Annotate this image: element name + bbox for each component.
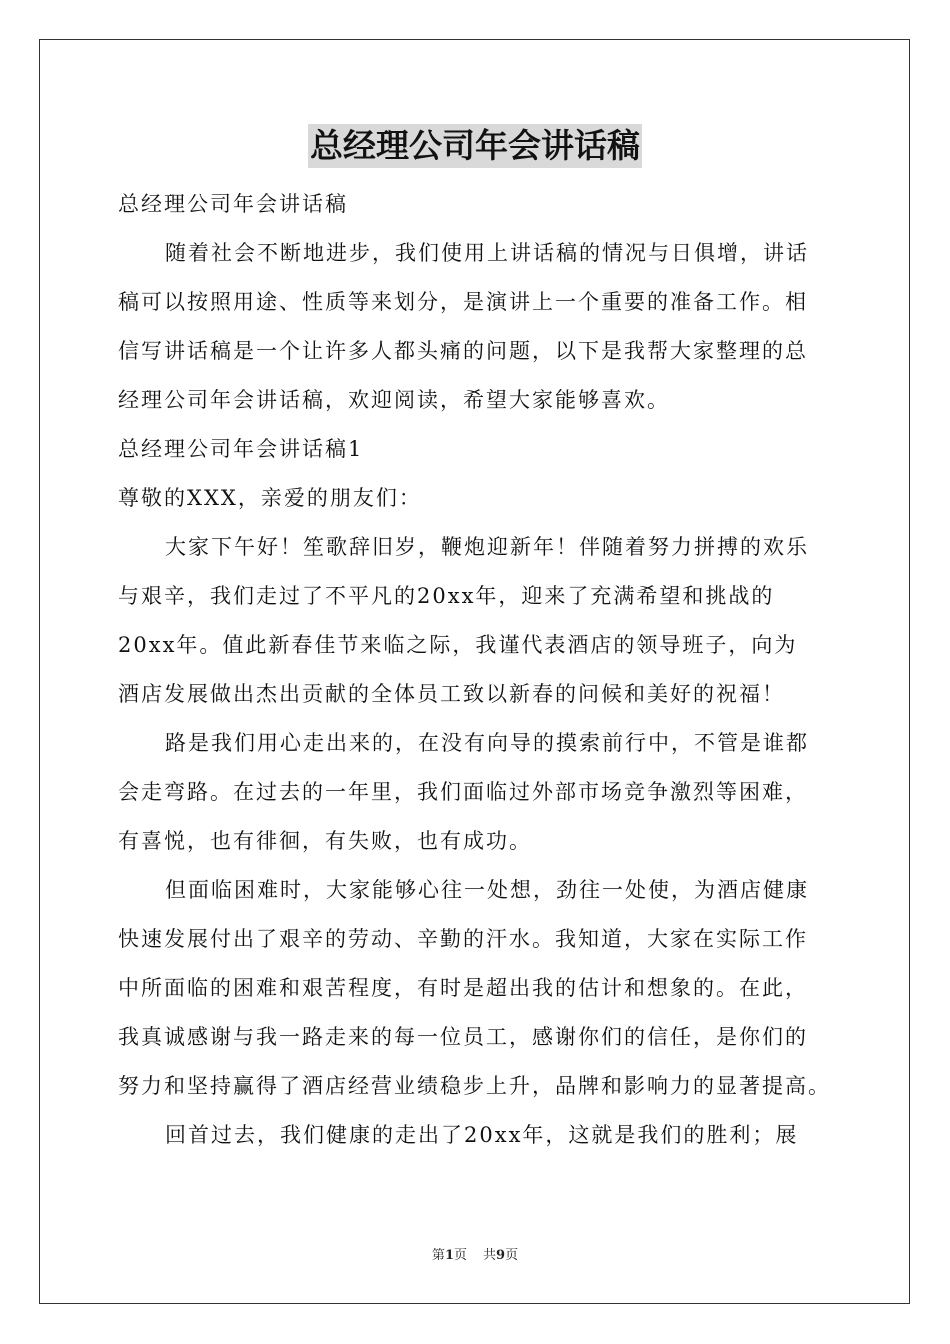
- text-line: 酒店发展做出杰出贡献的全体员工致以新春的问候和美好的祝福！: [118, 682, 785, 706]
- text-line: 随着社会不断地进步，我们使用上讲话稿的情况与日俱增，讲话: [165, 241, 809, 265]
- page-total: 9: [496, 1248, 506, 1263]
- text-line: 信写讲话稿是一个让许多人都头痛的问题，以下是我帮大家整理的总: [118, 339, 808, 363]
- text-line: 总经理公司年会讲话稿: [118, 192, 348, 216]
- page-suffix: 页: [453, 1248, 467, 1263]
- text-line: 路是我们用心走出来的，在没有向导的摸索前行中，不管是谁都: [165, 731, 809, 755]
- text-line: 大家下午好！笙歌辞旧岁，鞭炮迎新年！伴随着努力拼搏的欢乐: [165, 535, 809, 559]
- text-line: 但面临困难时，大家能够心往一处想，劲往一处使，为酒店健康: [165, 878, 809, 902]
- total-suffix: 页: [505, 1248, 519, 1263]
- text-line: 稿可以按照用途、性质等来划分，是演讲上一个重要的准备工作。相: [118, 290, 808, 314]
- text-line: 与艰辛，我们走过了不平凡的20xx年，迎来了充满希望和挑战的: [118, 584, 775, 608]
- total-prefix: 共: [483, 1248, 497, 1263]
- text-line: 中所面临的困难和艰苦程度，有时是超出我的估计和想象的。在此，: [118, 976, 808, 1000]
- text-line: 努力和坚持赢得了酒店经营业绩稳步上升，品牌和影响力的显著提高。: [118, 1074, 831, 1098]
- page-footer: [0, 1246, 950, 1266]
- text-line: 20xx年。值此新春佳节来临之际，我谨代表酒店的领导班子，向为: [118, 633, 798, 657]
- document-body: [118, 180, 840, 1160]
- text-line: 尊敬的XXX，亲爱的朋友们：: [118, 486, 422, 510]
- text-line: 经理公司年会讲话稿，欢迎阅读，希望大家能够喜欢。: [118, 388, 670, 412]
- text-line: 总经理公司年会讲话稿1: [118, 437, 364, 461]
- page-prefix: 第: [431, 1248, 445, 1263]
- text-line: 有喜悦，也有徘徊，有失败，也有成功。: [118, 829, 532, 853]
- text-line: 快速发展付出了艰辛的劳动、辛勤的汗水。我知道，大家在实际工作: [118, 927, 808, 951]
- title-wrap: [0, 124, 950, 168]
- text-line: 我真诚感谢与我一路走来的每一位员工，感谢你们的信任，是你们的: [118, 1025, 808, 1049]
- text-line: 回首过去，我们健康的走出了20xx年，这就是我们的胜利；展: [165, 1123, 799, 1147]
- page-current: 1: [444, 1248, 454, 1263]
- document-title: 总经理公司年会讲话稿: [308, 124, 642, 168]
- text-line: 会走弯路。在过去的一年里，我们面临过外部市场竞争激烈等困难，: [118, 780, 808, 804]
